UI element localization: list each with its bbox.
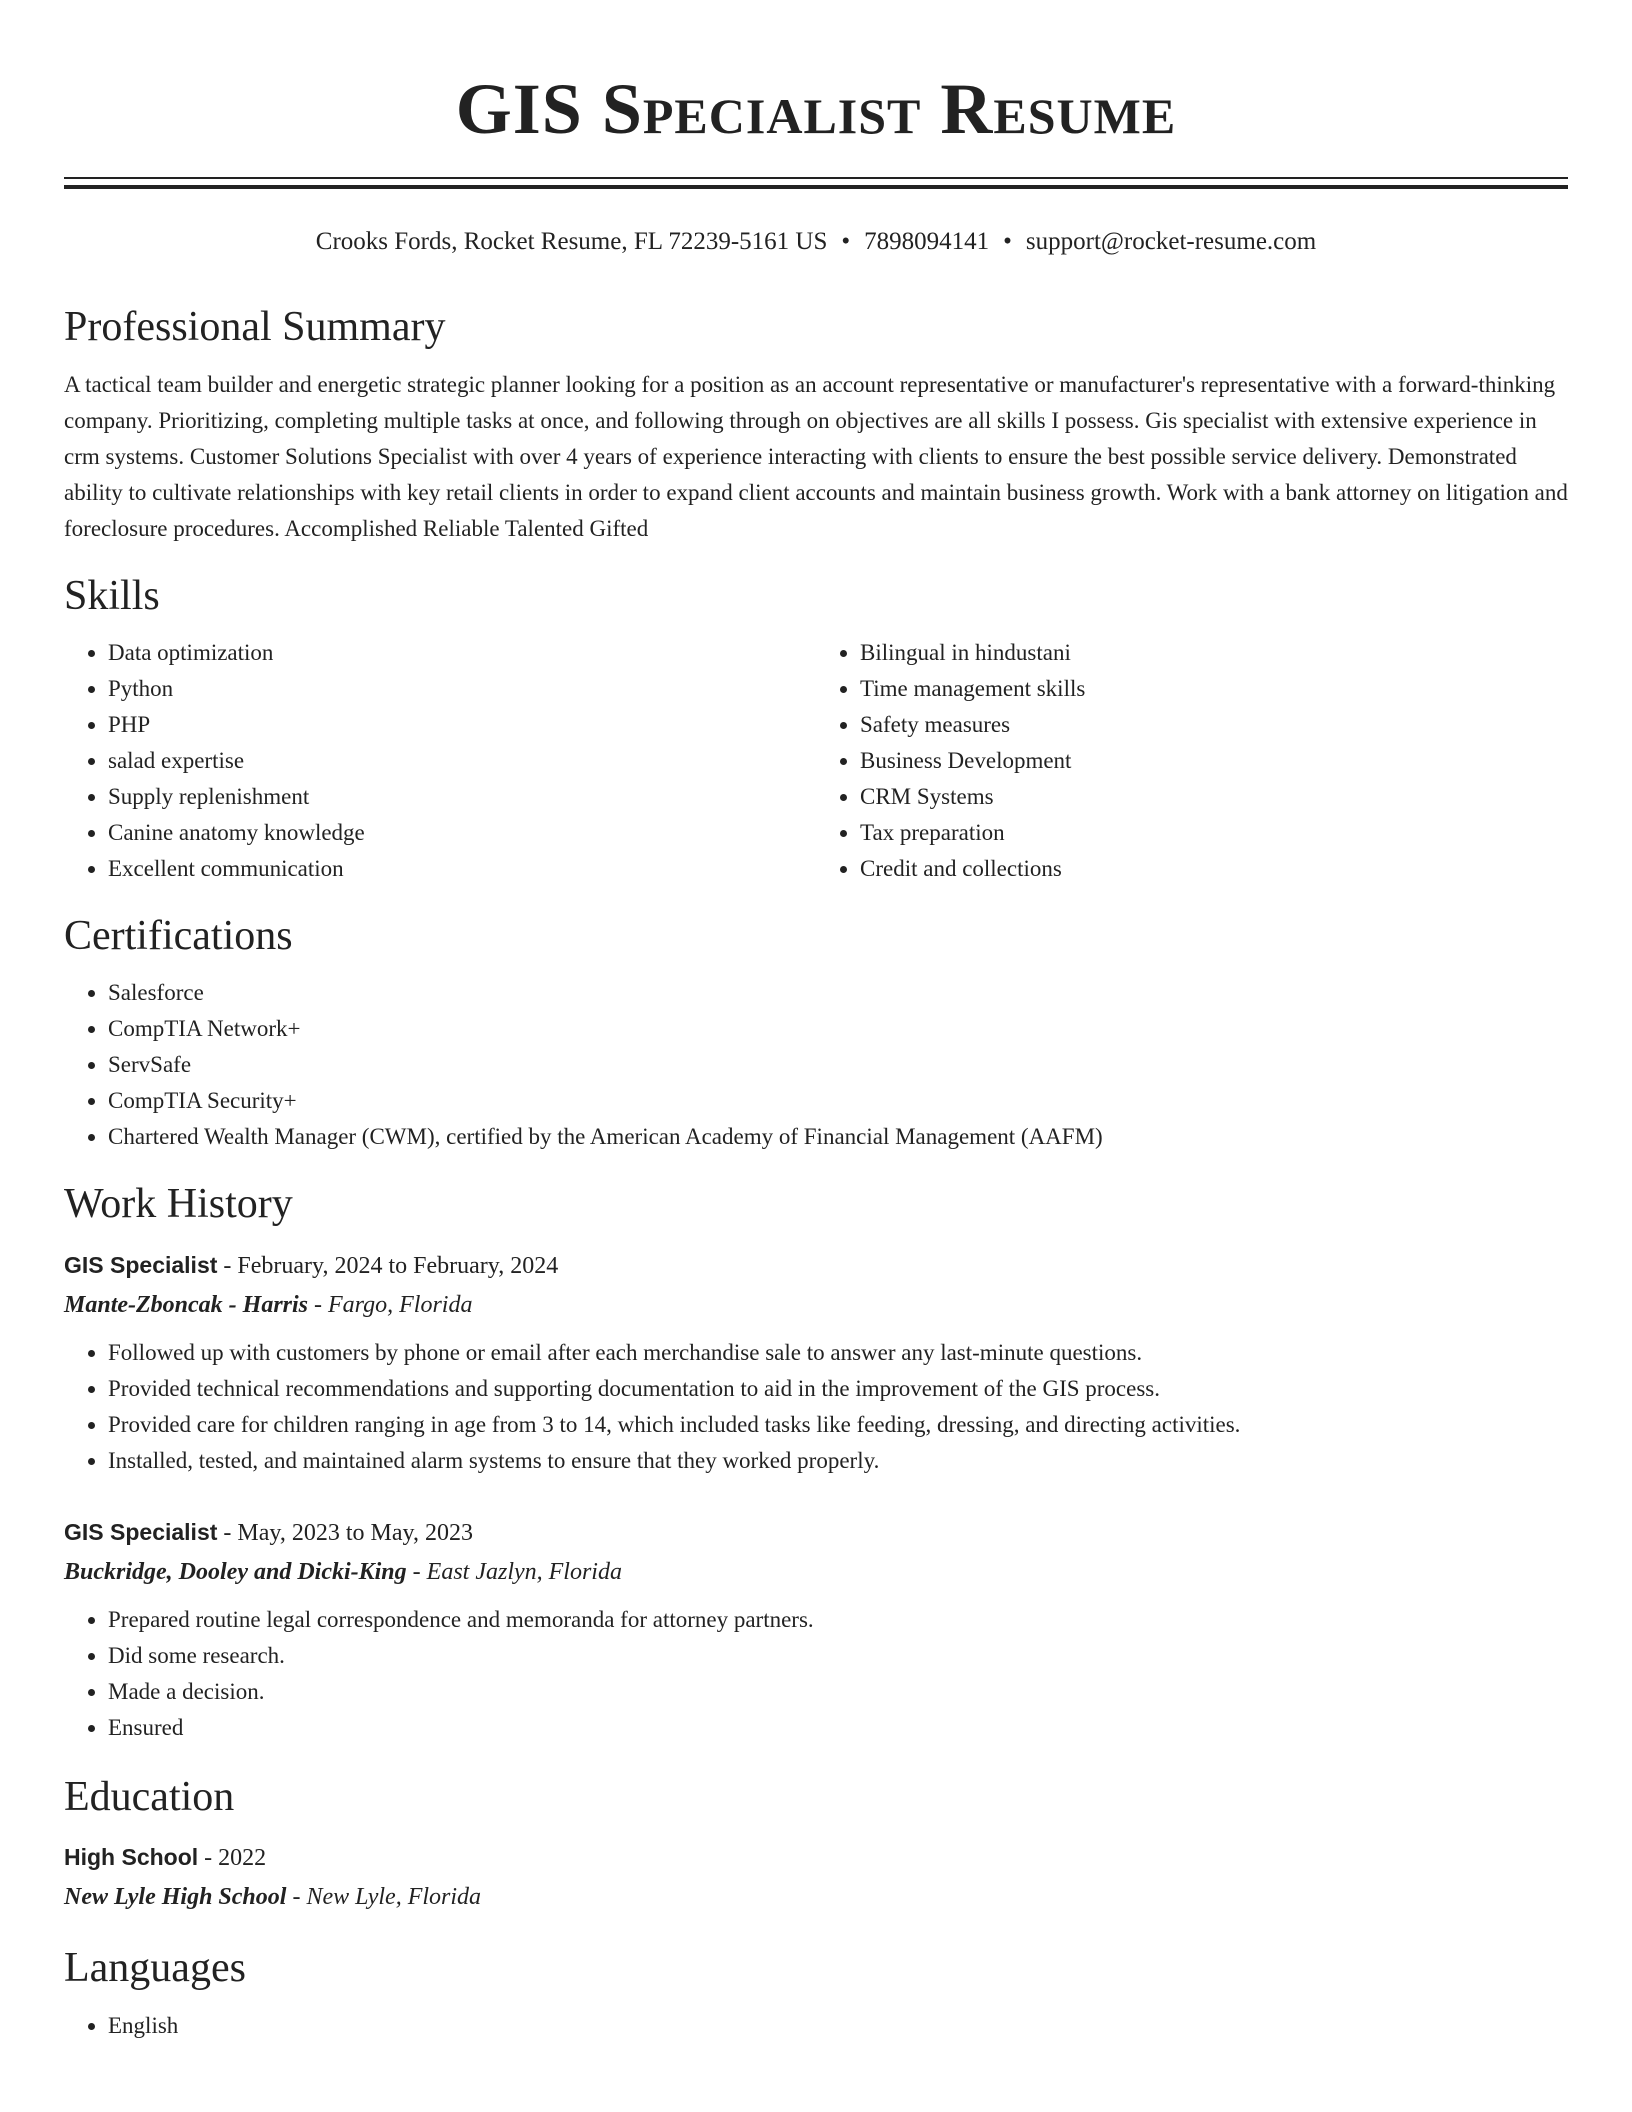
job-bullet: • Did some research.: [108, 1638, 1568, 1674]
skill-item: • Credit and collections: [860, 851, 1568, 887]
language-item: • English: [108, 2008, 1568, 2044]
summary-heading: Professional Summary: [64, 304, 446, 351]
certification-item: • CompTIA Security+: [108, 1083, 1568, 1119]
job-company-line: [64, 1552, 1568, 1592]
certifications-section: [64, 911, 1568, 1155]
skill-item: • CRM Systems: [860, 779, 1568, 815]
certifications-list: [64, 975, 1568, 1155]
contact-email: support@rocket-resume.com: [1025, 227, 1317, 255]
skill-item: • Bilingual in hindustani: [860, 635, 1568, 671]
job-dates: May, 2023 to May, 2023: [237, 1519, 473, 1546]
skill-item: • Canine anatomy knowledge: [108, 815, 816, 851]
certification-item: • CompTIA Network+: [108, 1011, 1568, 1047]
job-company: Buckridge, Dooley and Dicki-King: [64, 1558, 407, 1585]
dash: -: [198, 1845, 219, 1872]
certification-item: • Chartered Wealth Manager (CWM), certified by the American Academy of Financial Management (AAFM): [108, 1119, 1568, 1155]
contact-phone: 7898094141: [864, 227, 990, 255]
skill-item: • Supply replenishment: [108, 779, 816, 815]
skill-item: • Excellent communication: [108, 851, 816, 887]
certifications-heading: Certifications: [64, 913, 293, 960]
contact-separator: •: [1003, 227, 1012, 255]
job-title-line: [64, 1513, 1568, 1552]
resume-title: GIS Specialist Resume: [455, 69, 1177, 149]
skill-item: • Time management skills: [860, 671, 1568, 707]
education-year: 2022: [218, 1845, 267, 1872]
education-degree: High School: [64, 1844, 199, 1871]
certification-item: • Salesforce: [108, 975, 1568, 1011]
summary-text: A tactical team builder and energetic strategic planner looking for a position as an account representative or manufacturer's representative with a forward-thinking company. Prioritizing, completing multiple tasks at once, and following through on objectives are all skills I possess. Gis specialist with extensive experience in crm systems. Customer Solutions Specialist with over 4 years of experience interacting with clients to ensure the best possible service delivery. Demonstrated ability to cultivate relationships with key retail clients in order to expand client accounts and maintain business growth. Work with a bank attorney on litigation and foreclosure procedures. Accomplished Reliable Talented Gifted: [64, 371, 1568, 541]
languages-section: [64, 1943, 1568, 2043]
job-title-line: [64, 1246, 1568, 1285]
job-bullet: • Followed up with customers by phone or email after each merchandise sale to answer any last-minute questions.: [108, 1335, 1568, 1371]
skill-item: • Business Development: [860, 743, 1568, 779]
job-bullet: • Provided care for children ranging in age from 3 to 14, which included tasks like feeding, dressing, and directing activities.: [108, 1407, 1568, 1443]
education-school: New Lyle High School: [64, 1884, 287, 1911]
job-bullet: • Provided technical recommendations and supporting documentation to aid in the improvement of the GIS process.: [108, 1371, 1568, 1407]
job-bullets: [64, 1602, 1568, 1746]
job-title: GIS Specialist: [64, 1518, 218, 1545]
skill-item: • Data optimization: [108, 635, 816, 671]
skill-item: • Python: [108, 671, 816, 707]
dash: -: [406, 1558, 427, 1585]
job-bullet: • Prepared routine legal correspondence and memoranda for attorney partners.: [108, 1602, 1568, 1638]
languages-heading: Languages: [64, 1945, 246, 1992]
job-company-line: [64, 1285, 1568, 1325]
job-location: Fargo, Florida: [328, 1291, 473, 1318]
education-section: [64, 1772, 1568, 1917]
education-degree-line: [64, 1838, 1568, 1877]
title-divider: [64, 177, 1568, 189]
skills-columns: [64, 635, 1568, 887]
contact-line: [64, 223, 1568, 261]
dash: -: [217, 1252, 238, 1279]
summary-section: [64, 302, 1568, 546]
dash: -: [217, 1519, 238, 1546]
job-bullet: • Installed, tested, and maintained alarm systems to ensure that they worked properly.: [108, 1443, 1568, 1479]
skill-item: • Tax preparation: [860, 815, 1568, 851]
job-location: East Jazlyn, Florida: [426, 1558, 622, 1585]
skill-item: • salad expertise: [108, 743, 816, 779]
jobs-container: [64, 1246, 1568, 1746]
certification-item: • ServSafe: [108, 1047, 1568, 1083]
job-bullet: • Ensured: [108, 1710, 1568, 1746]
job-entry: [64, 1246, 1568, 1479]
education-school-line: [64, 1877, 1568, 1917]
education-heading: Education: [64, 1773, 235, 1820]
skill-item: • PHP: [108, 707, 816, 743]
skills-section: [64, 571, 1568, 887]
job-title: GIS Specialist: [64, 1251, 218, 1278]
contact-address: Crooks Fords, Rocket Resume, FL 72239-5161 US: [315, 227, 828, 255]
job-dates: February, 2024 to February, 2024: [237, 1252, 559, 1279]
job-entry: [64, 1513, 1568, 1746]
skills-heading: Skills: [64, 572, 160, 619]
skills-list-left: [64, 635, 816, 887]
languages-list: [64, 2008, 1568, 2044]
contact-separator: •: [841, 227, 851, 255]
skill-item: • Safety measures: [860, 707, 1568, 743]
job-bullets: [64, 1335, 1568, 1479]
dash: -: [286, 1884, 307, 1911]
skills-list-right: [816, 635, 1568, 887]
education-location: New Lyle, Florida: [306, 1884, 482, 1911]
dash: -: [308, 1291, 329, 1318]
job-company: Mante-Zboncak - Harris: [64, 1291, 309, 1318]
job-bullet: • Made a decision.: [108, 1674, 1568, 1710]
work-heading: Work History: [64, 1181, 293, 1228]
work-section: [64, 1179, 1568, 1745]
